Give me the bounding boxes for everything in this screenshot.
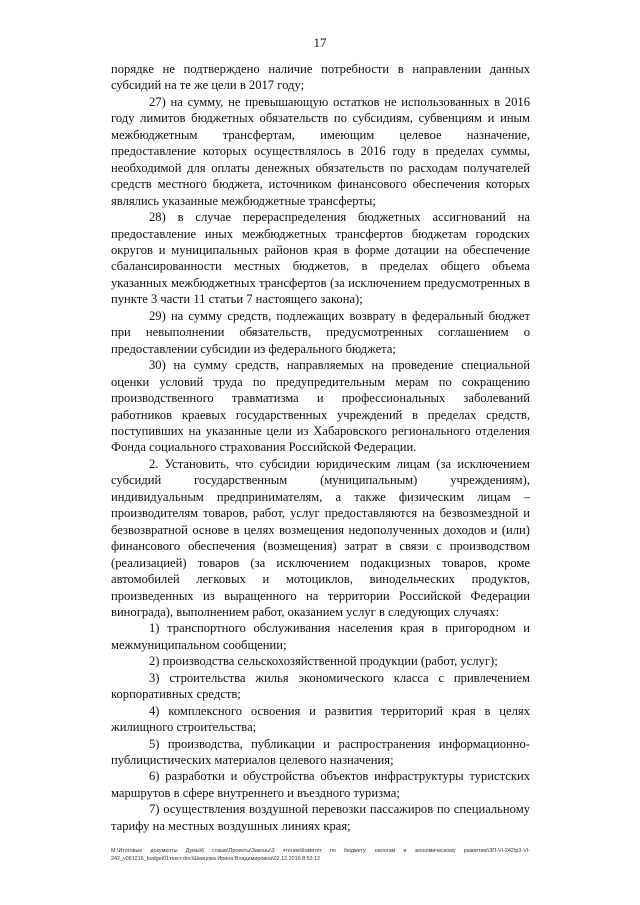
page-number: 17 — [313, 35, 327, 50]
paragraph: 30) на сумму средств, направляемых на проведение специальной оценки условий труда по предупредительным мерам по сокращению производственного травматизма и профессиональных заболеваний работников краевых государственных учреждений в пределах средств, поступивших на указанные цели из Хабаровского регионального отделения Фонда социального страхования Российской Федерации. — [111, 358, 530, 455]
document-body — [111, 61, 530, 834]
list-item: 3) строительства жилья экономического класса с привлечением корпоративных средств; — [111, 670, 530, 702]
list-item: 7) осуществления воздушной перевозки пассажиров по специальному тарифу на местных воздушных линиях края; — [111, 802, 530, 833]
paragraph: 2. Установить, что субсидии юридическим лицам (за исключением субсидий государственным (муниципальным) учреждениям), индивидуальным предпринимателям, а также физическим лицам – производителям товаров, работ, услуг предоставляются на безвозмездной и безвозвратной основе в целях возмещения недополученных доходов и (или) финансового обеспечения (возмещения) затрат в связи с производством (реализацией) товаров (за исключением подакцизных товаров, кроме автомобилей легковых и мотоциклов, винодельческих продуктов, произведенных из выращенного на территории Российской Федерации винограда), выполнением работ, оказанием услуг в следующих случаях: — [111, 456, 530, 619]
paragraph: 29) на сумму средств, подлежащих возврату в федеральный бюджет при невыполнении обязательств, предусмотренных соглашением о предоставлении субсидии из федерального бюджета; — [111, 308, 530, 356]
paragraph: порядке не подтверждено наличие потребности в направлении данных субсидий на те же цели в 2017 году; — [111, 62, 530, 93]
list-item: 1) транспортного обслуживания населения края в пригородном и межмуниципальном сообщении; — [111, 621, 530, 652]
list-item: 2) производства сельскохозяйственной продукции (работ, услуг); — [149, 654, 498, 669]
paragraph: 28) в случае перераспределения бюджетных ассигнований на предоставление иных межбюджетных трансфертов бюджетам городских округов и муниципальных районов края в форме дотации на обеспечение сбалансированности местных бюджетов, в пределах общего объема указанных межбюджетных трансфертов (за исключением предусмотренных в пункте 3 части 11 статьи 7 настоящего закона); — [111, 210, 530, 307]
file-path-footer: М:\Итоговые документы Думы\6 созыв\Проекты\Законы\3 чтение\Комитет по бюджету, налогам и экономическому развитию\ЗП-VI-242\р3-VI-242_v061216_budget01текст.doc\Шевцова Ирина Владимировна\02.12.2016 8:53:12 — [111, 848, 530, 862]
list-item: 4) комплексного освоения и развития территорий края в целях жилищного строительства; — [111, 703, 530, 735]
list-item: 6) разработки и обустройства объектов инфраструктуры туристских маршрутов в сфере внутреннего и въездного туризма; — [111, 769, 530, 800]
paragraph: 27) на сумму, не превышающую остатков не использованных в 2016 году лимитов бюджетных обязательств по субсидиям, субвенциям и иным межбюджетным трансфертам, имеющим целевое назначение, предоставление которых осуществлялось в 2016 году в пределах суммы, необходимой для оплаты денежных обязательств по расходам получателей средств местного бюджета, источником финансового обеспечения которых являлись указанные межбюджетные трансферты; — [111, 94, 530, 208]
list-item: 5) производства, публикации и распространения информационно-публицистических материалов целевого назначения; — [111, 736, 530, 768]
